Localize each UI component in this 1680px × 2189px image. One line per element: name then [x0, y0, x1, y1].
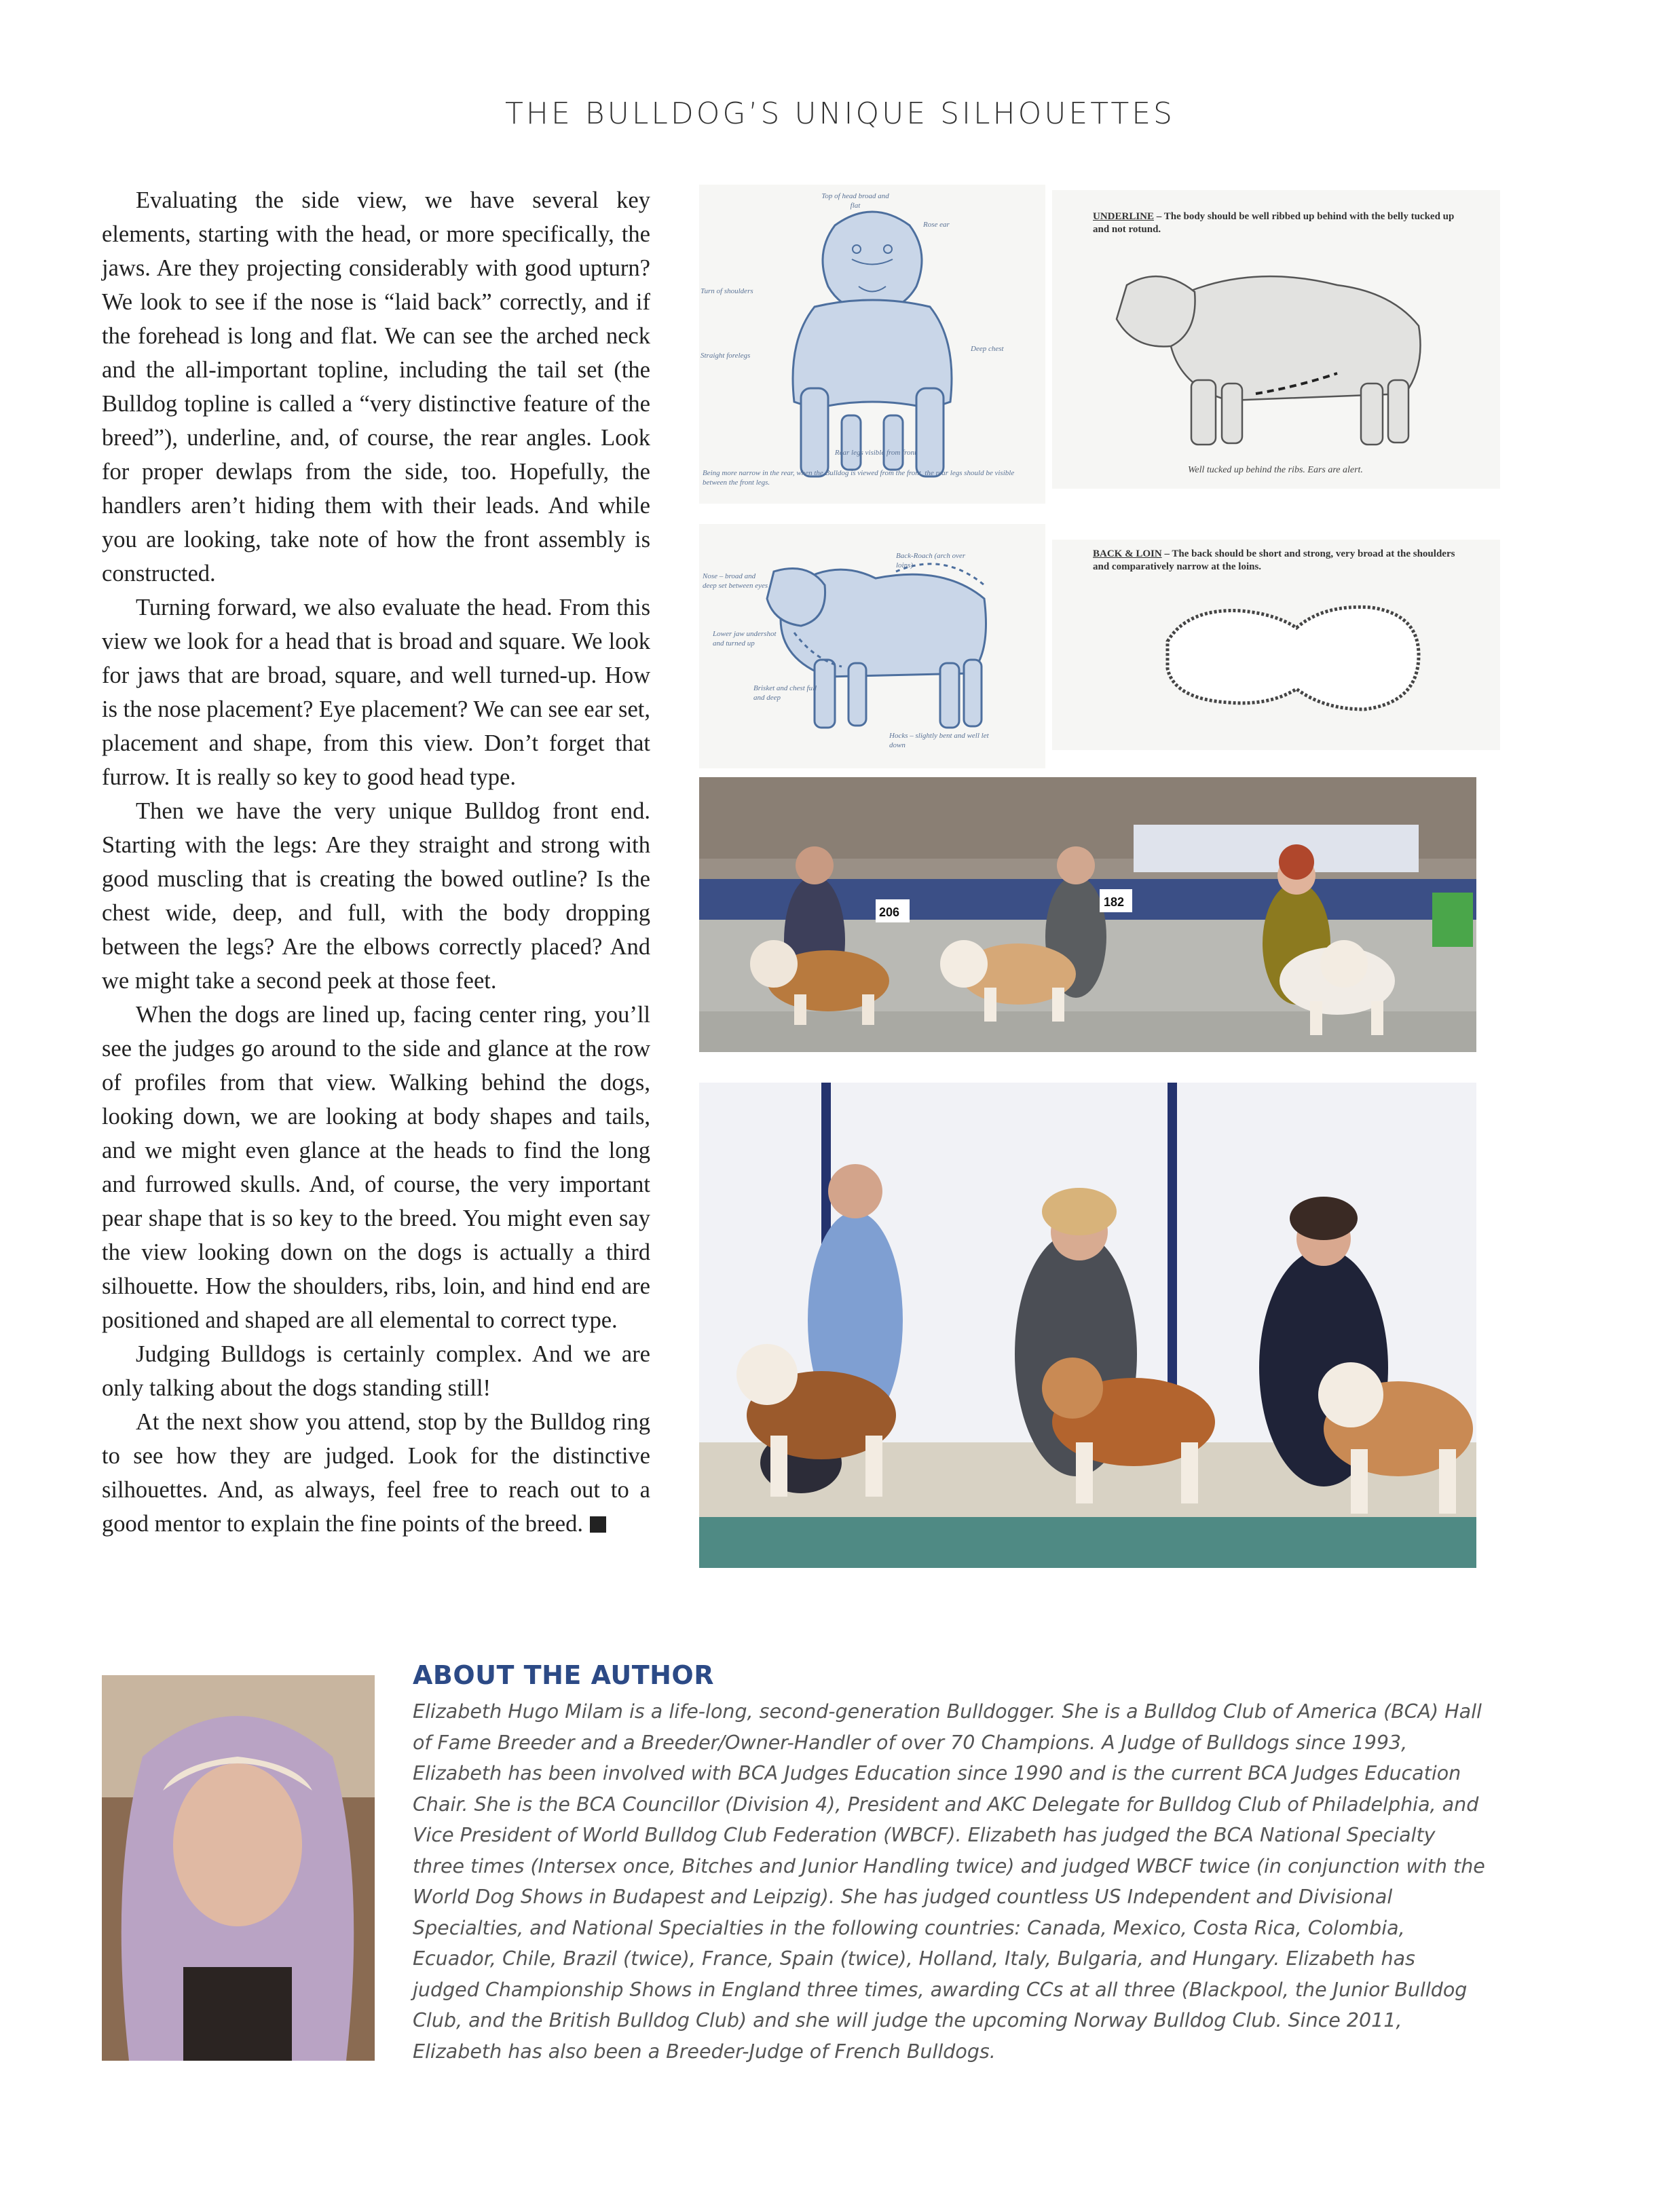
armband-number: 182 — [1104, 895, 1125, 909]
front-view-caption: Being more narrow in the rear, when the Bulldog is viewed from the front, the rear legs should be visible between the front legs. — [703, 469, 1015, 487]
back-loin-top-view-drawing — [1052, 540, 1500, 750]
side-view-illustration — [699, 524, 1045, 768]
underline-label: UNDERLINE – The body should be well ribbed up behind with the belly tucked up and not rotund. — [1093, 211, 1455, 235]
end-mark-icon — [590, 1516, 606, 1533]
side-view-label: Back-Roach (arch over loins) — [896, 552, 966, 569]
underline-illustration — [1052, 190, 1500, 489]
front-view-illustration — [699, 185, 1045, 504]
side-view-label: Lower jaw undershot and turned up — [713, 630, 777, 648]
front-view-label: Straight forelegs — [701, 352, 751, 360]
photo-1-scene — [699, 777, 1476, 1052]
front-view-label: Rose ear — [923, 221, 950, 229]
photo-2-scene — [699, 1083, 1476, 1568]
armband-number: 206 — [879, 905, 900, 919]
article-paragraph: Evaluating the side view, we have several key elements, starting with the head, or more specifically, the jaws. Are they projecting considerably with good upturn? We look to see if the nose is “laid back” correctly, and if the forehead is long and flat. We can see the arched neck and the all-important topline, including the tail set (the Bulldog topline is called a “very distinctive feature of the breed”), underline, and, of course, the rear angles. Look for proper dewlaps from the side, too. Hopefully, the handlers aren’t hiding them with their leads. And while you are looking, take note of how the front assembly is constructed. — [102, 187, 650, 586]
underline-note: Well tucked up behind the ribs. Ears are alert. — [1188, 465, 1363, 475]
author-bio: Elizabeth Hugo Milam is a life-long, second-generation Bulldogger. She is a Bulldog Club of America (BCA) Hall of Fame Breeder and a Breeder/Owner-Handler of over 70 Champions. A Judge of Bulldogs since 1993, Elizabeth has been involved with BCA Judges Education since 1990 and is the current BCA Judges Education Chair. She is the BCA Councillor (Division 4), President and AKC Delegate for Bulldog Club of Philadelphia, and Vice President of World Bulldog Club Federation (WBCF). Elizabeth has judged the BCA National Specialty three times (Intersex once, Bitches and Junior Handling twice) and judged WBCF twice (in conjunction with the World Dog Shows in Budapest and Leipzig). She has judged countless US Independent and Divisional Specialties, and National Specialties in the following countries: Canada, Mexico, Costa Rica, Colombia, Ecuador, Chile, Brazil (twice), France, Spain (twice), Holland, Italy, Bulgaria, and Hungary. Elizabeth has judged Championship Shows in England three times, awarding CCs at all three (Blackpool, the Junior Bulldog Club, and the British Bulldog Club) and she will judge the upcoming Norway Bulldog Club. Since 2011, Elizabeth has also been a Breeder-Judge of French Bulldogs. — [413, 1700, 1485, 2063]
back-loin-label: BACK & LOIN – The back should be short and strong, very broad at the shoulders and comparatively narrow at the loins. — [1093, 548, 1455, 572]
page-title: THE BULLDOG’S UNIQUE SILHOUETTES — [505, 96, 1175, 131]
article-body — [102, 183, 650, 1541]
article-paragraph-last — [102, 1405, 650, 1541]
underline-bulldog-drawing — [1052, 190, 1500, 489]
back-loin-illustration — [1052, 540, 1500, 750]
dog-show-photo-1 — [699, 777, 1476, 1052]
article-paragraph: Turning forward, we also evaluate the head. From this view we look for a head that is broad and square. We look for jaws that are broad, square, and well turned-up. How is the nose placement? Eye placement? We can see ear set, placement and shape, from this view. Don’t forget that furrow. It is really so key to good head type. — [102, 595, 650, 790]
front-view-label: Top of head broad and flat — [821, 192, 889, 210]
dog-show-photo-2 — [699, 1083, 1476, 1568]
article-paragraph: Judging Bulldogs is certainly complex. And we are only talking about the dogs standing still! — [102, 1341, 650, 1401]
article-paragraph: Then we have the very unique Bulldog front end. Starting with the legs: Are they straight and strong with good muscling that is creating the bowed outline? Is the chest wide, deep, and full, with the body dropping between the legs? Are the elbows correctly placed? And we might take a second peek at those feet. — [102, 798, 650, 994]
front-view-label: Rear legs visible from front — [834, 449, 917, 457]
article-paragraph: When the dogs are lined up, facing center ring, you’ll see the judges go around to the side and glance at the row of profiles from that view. Walking behind the dogs, looking down, we are looking at body shapes and tails, and we might even glance at the heads to find the long and furrowed skulls. And, of course, the very important pear shape that is so key to the breed. You might even say the view looking down on the dogs is actually a third silhouette. How the shoulders, ribs, loin, and hind end are positioned and shaped are all elemental to correct type. — [102, 1002, 650, 1333]
side-view-label: Brisket and chest full and deep — [753, 684, 817, 702]
front-view-label: Turn of shoulders — [701, 287, 753, 295]
author-portrait — [102, 1675, 375, 2061]
side-view-label: Nose – broad and deep set between eyes — [703, 572, 768, 590]
article-paragraph-text: At the next show you attend, stop by the Bulldog ring to see how they are judged. Look for the distinctive silhouettes. And, as always, feel free to reach out to a good mentor to explain the fine points of the breed. — [102, 1409, 650, 1537]
about-the-author-heading: ABOUT THE AUTHOR — [413, 1660, 714, 1690]
author-photo — [102, 1675, 375, 2061]
side-view-label: Hocks – slightly bent and well let down — [889, 732, 989, 749]
front-view-label: Deep chest — [971, 345, 1004, 353]
